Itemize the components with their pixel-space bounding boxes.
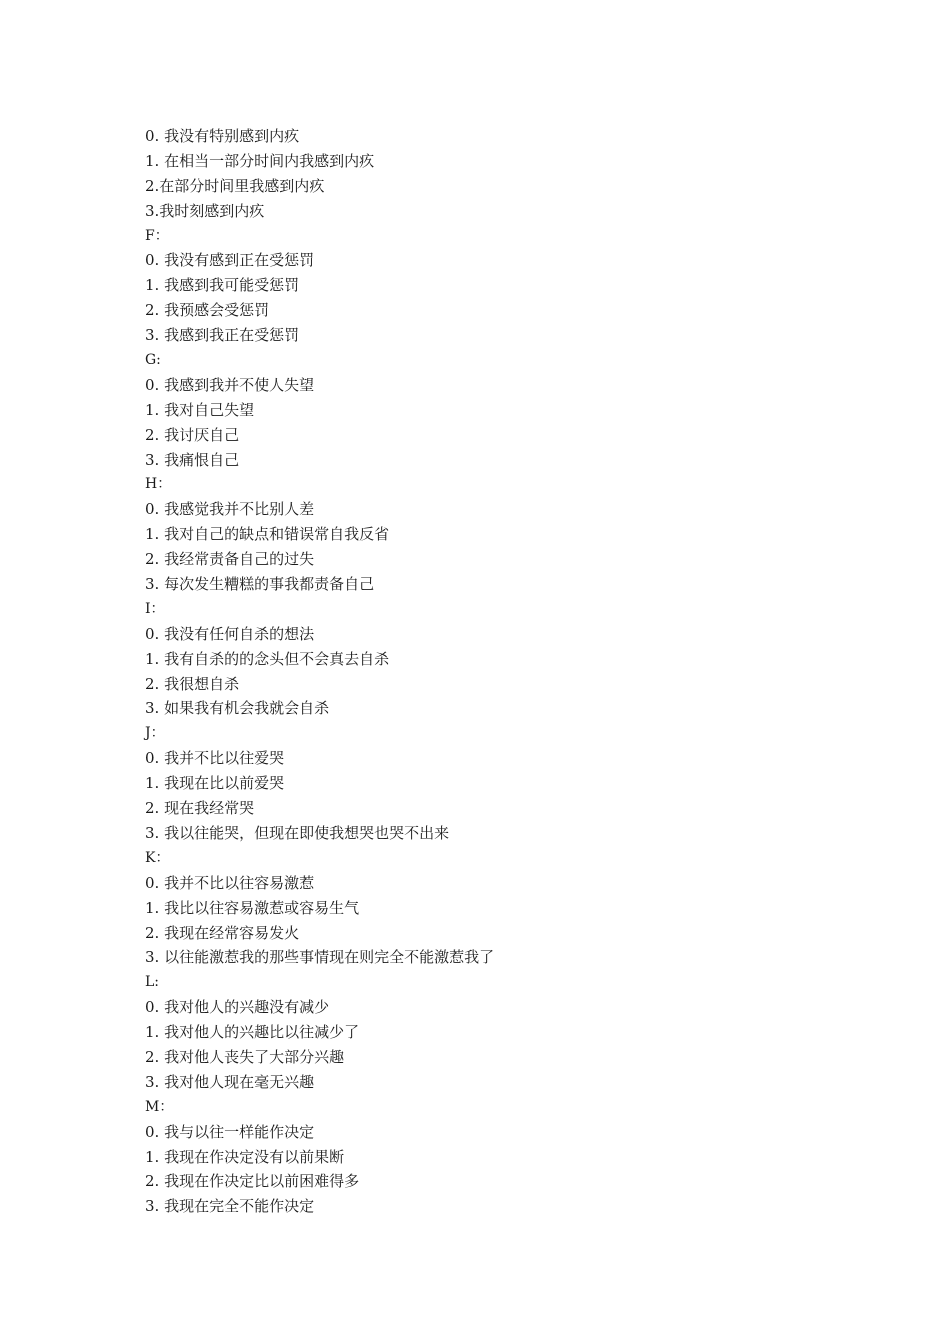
option-line: 0. 我没有感到正在受惩罚 <box>145 251 315 270</box>
option-line: 1. 我有自杀的的念头但不会真去自杀 <box>145 649 390 668</box>
option-line: 2. 我现在经常容易发火 <box>145 923 300 942</box>
option-line: 0. 我感到我并不使人失望 <box>145 375 315 394</box>
section-heading-m: M： <box>145 1098 174 1115</box>
option-line: 1. 我现在比以前爱哭 <box>145 774 285 793</box>
option-line: 2. 我很想自杀 <box>145 674 240 693</box>
option-line: 2. 我现在作决定比以前困难得多 <box>145 1172 360 1191</box>
option-line: 2.在部分时间里我感到内疚 <box>145 176 325 195</box>
option-line: 3. 我痛恨自己 <box>145 450 240 469</box>
option-line: 0. 我并不比以往爱哭 <box>145 749 285 768</box>
option-line: 2. 我经常责备自己的过失 <box>145 550 315 569</box>
option-line: 2. 我预感会受惩罚 <box>145 301 270 320</box>
section-heading-h: H： <box>145 476 172 493</box>
option-line: 3. 我感到我正在受惩罚 <box>145 326 300 345</box>
option-line: 1. 我比以往容易激惹或容易生气 <box>145 898 360 917</box>
option-line: 3. 如果我有机会我就会自杀 <box>145 699 330 718</box>
option-line: 1. 在相当一部分时间内我感到内疚 <box>145 151 375 170</box>
option-line: 2. 我对他人丧失了大部分兴趣 <box>145 1047 345 1066</box>
option-line: 1. 我感到我可能受惩罚 <box>145 276 300 295</box>
option-line: 1. 我对自己失望 <box>145 400 255 419</box>
option-line: 0. 我感觉我并不比别人差 <box>145 500 315 519</box>
section-heading-i: I： <box>145 600 165 617</box>
option-line: 1. 我对他人的兴趣比以往减少了 <box>145 1023 360 1042</box>
option-line: 0. 我没有特别感到内疚 <box>145 127 300 145</box>
section-heading-j: J： <box>145 725 165 742</box>
option-line: 2. 现在我经常哭 <box>145 799 255 818</box>
option-line: 1. 我现在作决定没有以前果断 <box>145 1147 345 1166</box>
section-heading-f: F： <box>145 227 169 244</box>
option-line: 0. 我并不比以往容易激惹 <box>145 873 315 892</box>
option-line: 2. 我讨厌自己 <box>145 425 240 444</box>
option-line: 0. 我对他人的兴趣没有减少 <box>145 998 330 1017</box>
document-body <box>145 124 845 1219</box>
option-line: 3. 我以往能哭，但现在即使我想哭也哭不出来 <box>145 823 450 842</box>
section-heading-g: G: <box>145 352 161 369</box>
option-line: 3. 以往能激惹我的那些事情现在则完全不能激惹我了 <box>145 948 495 967</box>
option-line: 3. 我现在完全不能作决定 <box>145 1197 315 1216</box>
option-line: 0. 我没有任何自杀的想法 <box>145 624 315 643</box>
option-line: 3. 我对他人现在毫无兴趣 <box>145 1072 315 1091</box>
option-line: 3.我时刻感到内疚 <box>145 201 265 220</box>
option-line: 1. 我对自己的缺点和错误常自我反省 <box>145 525 390 544</box>
section-heading-k: K： <box>145 849 170 866</box>
option-line: 0. 我与以往一样能作决定 <box>145 1122 315 1141</box>
section-heading-l: L: <box>145 974 160 991</box>
option-line: 3. 每次发生糟糕的事我都责备自己 <box>145 575 375 594</box>
